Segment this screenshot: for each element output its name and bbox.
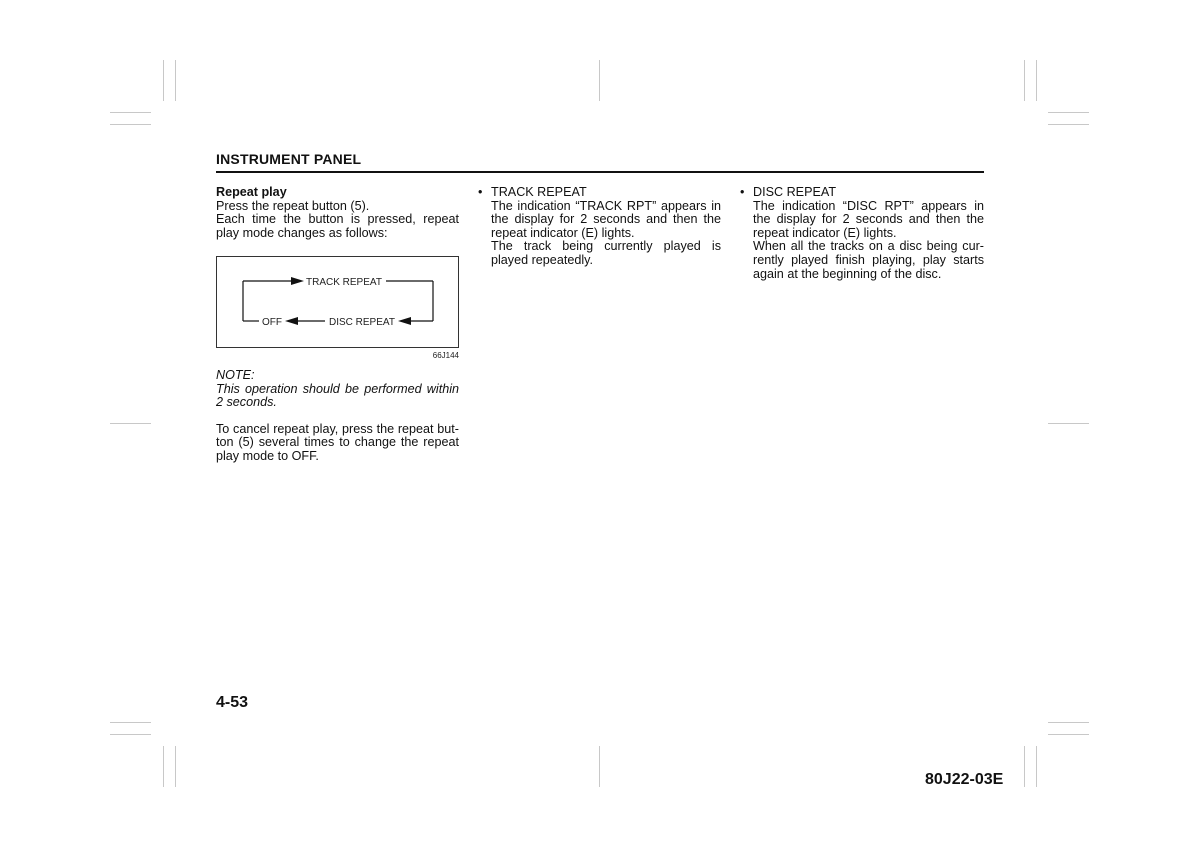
figure-id: 66J144 xyxy=(432,351,459,361)
crop-mark xyxy=(1048,734,1089,735)
crop-mark xyxy=(1024,746,1025,787)
crop-mark xyxy=(110,124,151,125)
bullet-icon: • xyxy=(478,185,483,199)
document-code: 80J22-03E xyxy=(925,771,1004,788)
crop-mark xyxy=(1048,722,1089,723)
crop-mark xyxy=(175,746,176,787)
repeat-mode-diagram xyxy=(216,256,459,348)
crop-mark xyxy=(110,423,151,424)
track-repeat-description: The indication “TRACK RPT” appears in the display for 2 seconds and then the repeat indicator (E) lights. xyxy=(491,198,721,240)
track-repeat-effect: The track being currently played is played repeatedly. xyxy=(491,239,721,267)
crop-mark xyxy=(110,734,151,735)
list-item xyxy=(478,186,721,268)
crop-mark xyxy=(1048,124,1089,125)
disc-repeat-label: DISC REPEAT xyxy=(329,317,395,329)
header-divider xyxy=(216,171,984,173)
bullet-icon: • xyxy=(740,185,745,199)
section-title: INSTRUMENT PANEL xyxy=(216,151,362,167)
crop-mark xyxy=(1036,746,1037,787)
repeat-play-heading: Repeat play xyxy=(216,185,287,199)
crop-mark xyxy=(1024,60,1025,101)
repeat-play-column xyxy=(216,186,459,464)
crop-mark xyxy=(599,60,600,101)
repeat-mode-cycle-svg xyxy=(217,257,458,347)
disc-repeat-effect: When all the tracks on a disc being cur-rently played finish playing, play starts again at the beginning of the disc. xyxy=(753,239,984,281)
crop-mark xyxy=(1048,112,1089,113)
crop-mark xyxy=(163,746,164,787)
crop-mark xyxy=(163,60,164,101)
crop-mark xyxy=(1048,423,1089,424)
cancel-instructions: To cancel repeat play, press the repeat but-ton (5) several times to change the repeat play mode to OFF. xyxy=(216,421,459,463)
track-repeat-label: TRACK REPEAT xyxy=(306,277,382,289)
note-label: NOTE: xyxy=(216,367,255,382)
crop-mark xyxy=(599,746,600,787)
page-number: 4-53 xyxy=(216,694,249,711)
crop-mark xyxy=(1036,60,1037,101)
track-repeat-title: TRACK REPEAT xyxy=(491,185,587,199)
disc-repeat-column xyxy=(740,186,984,281)
repeat-play-instruction: Press the repeat button (5). xyxy=(216,198,370,213)
repeat-play-description: Each time the button is pressed, repeat play mode changes as follows: xyxy=(216,212,459,240)
arrow-right-icon xyxy=(291,277,304,285)
off-label: OFF xyxy=(262,317,282,329)
crop-mark xyxy=(110,112,151,113)
disc-repeat-title: DISC REPEAT xyxy=(753,185,837,199)
list-item xyxy=(740,186,984,281)
crop-mark xyxy=(175,60,176,101)
crop-mark xyxy=(110,722,151,723)
arrow-left-icon xyxy=(398,317,411,325)
note-text: This operation should be performed within 2 seconds. xyxy=(216,381,459,410)
arrow-left-icon xyxy=(285,317,298,325)
disc-repeat-description: The indication “DISC RPT” appears in the display for 2 seconds and then the repeat indicator (E) lights. xyxy=(753,198,984,240)
track-repeat-column xyxy=(478,186,721,268)
